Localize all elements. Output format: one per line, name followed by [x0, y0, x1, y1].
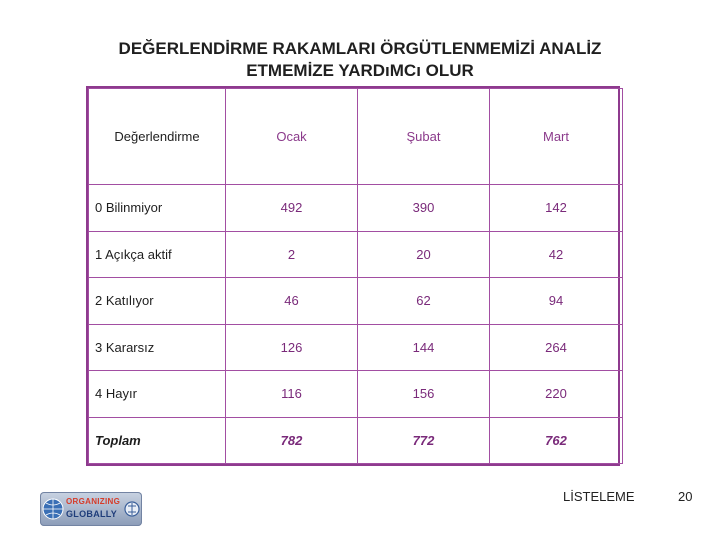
table-cell: 62: [358, 278, 490, 325]
table-cell: 144: [358, 324, 490, 371]
table-cell: 264: [490, 324, 623, 371]
table-cell: 390: [358, 185, 490, 232]
table-cell: 116: [226, 371, 358, 418]
table-cell: 772: [358, 417, 490, 464]
table-cell: 2: [226, 231, 358, 278]
page-title: [0, 38, 720, 82]
row-label: 0 Bilinmiyor: [89, 185, 226, 232]
table-cell: 42: [490, 231, 623, 278]
table-row: [89, 278, 623, 325]
column-header-march: Mart: [490, 89, 623, 185]
table-cell: 220: [490, 371, 623, 418]
row-label: 2 Katılıyor: [89, 278, 226, 325]
evaluation-table: [86, 86, 620, 466]
table-cell: 20: [358, 231, 490, 278]
table-row: [89, 324, 623, 371]
organizing-globally-logo: [40, 492, 142, 526]
page-number: 20: [678, 489, 693, 504]
table-cell: 126: [226, 324, 358, 371]
row-label: 1 Açıkça aktif: [89, 231, 226, 278]
footer-label: LİSTELEME: [563, 489, 635, 504]
row-label: Toplam: [89, 417, 226, 464]
table-cell: 492: [226, 185, 358, 232]
table-cell: 142: [490, 185, 623, 232]
row-label: 4 Hayır: [89, 371, 226, 418]
logo-text-top: ORGANIZING: [66, 497, 121, 506]
table-cell: 46: [226, 278, 358, 325]
table-row: [89, 371, 623, 418]
table-cell: 782: [226, 417, 358, 464]
table-cell: 94: [490, 278, 623, 325]
table-total-row: [89, 417, 623, 464]
table-row: [89, 231, 623, 278]
page-title-line-2: ETMEMİZE YARDıMCı OLUR: [246, 61, 474, 80]
page-title-line-1: DEĞERLENDİRME RAKAMLARI ÖRGÜTLENMEMİZİ ANALİZ: [118, 39, 602, 58]
column-header-february: Şubat: [358, 89, 490, 185]
table-header-row: [89, 89, 623, 185]
table-cell: 156: [358, 371, 490, 418]
column-header-january: Ocak: [226, 89, 358, 185]
table-row: [89, 185, 623, 232]
column-header-evaluation: Değerlendirme: [89, 89, 226, 185]
row-label: 3 Kararsız: [89, 324, 226, 371]
logo-text-bottom: GLOBALLY: [66, 509, 118, 519]
table-cell: 762: [490, 417, 623, 464]
